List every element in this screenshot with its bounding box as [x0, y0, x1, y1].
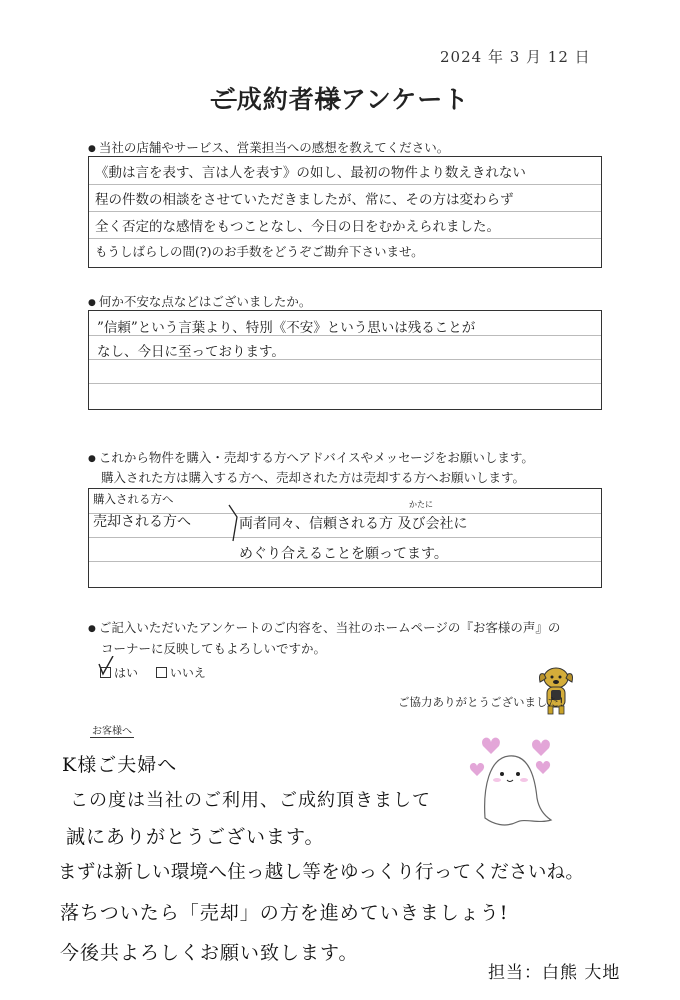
no-label: いいえ [169, 666, 206, 680]
question-3-subtext: 購入された方は購入する方へ、売却された方は売却する方へお願いします。 [101, 470, 526, 485]
title-prefix: ご [210, 85, 237, 114]
answer-3-line-1: 両者同々、信頼される方 及び会社に [239, 516, 468, 532]
consent-options [100, 664, 206, 681]
title-suffix: アンケート [340, 85, 470, 114]
answer-1-line-1: 《動は言を表す、言は人を表す》の如し、最初の物件より数えきれない [95, 165, 526, 181]
staff-signature: 担当：白熊 大地 [488, 963, 621, 983]
yes-label: はい [114, 666, 139, 680]
question-4-line-1: ● ご記入いただいたアンケートのご内容を、当社のホームページの『お客様の声』の [88, 618, 560, 636]
question-4-line-2: コーナーに反映してもよろしいですか。 [101, 641, 327, 656]
message-line-5: 落ちついたら「売却」の方を進めていきましょう! [60, 902, 509, 924]
no-checkbox[interactable] [156, 667, 167, 678]
survey-date: 2024 年 3 月 12 日 [440, 48, 591, 66]
answer-1-line-4: もうしばらしの間(?)のお手数をどうぞご勘弁下さいませ。 [95, 244, 424, 259]
consent-no-option[interactable] [156, 666, 206, 680]
thanks-text: ご協力ありがとうございました! [398, 695, 564, 709]
message-line-2: この度は当社のご利用、ご成約頂きまして [70, 790, 431, 811]
title-struck-suffix: 様 [314, 85, 341, 114]
message-line-3: 誠にありがとうございます。 [66, 826, 325, 848]
answer-1-line-3: 全く否定的な感情をもつことなし、今日の日をむかえられました。 [95, 219, 500, 235]
answer-1-line-2: 程の件数の相談をさせていただきましたが、常に、その方は変わらず [95, 192, 514, 208]
question-2: ● 何か不安な点などはございましたか。 [88, 292, 311, 310]
answer-3-line-2: めぐり合えることを願ってます。 [239, 546, 448, 562]
answer-2-line-2: なし、今日に至っております。 [97, 344, 285, 360]
ghost-illustration-icon [455, 728, 565, 833]
check-mark-icon [97, 656, 115, 678]
message-line-6: 今後共よろしくお願い致します。 [60, 942, 359, 964]
title-main: 成約者 [236, 85, 315, 114]
question-3: ● これから物件を購入・売却する方へアドバイスやメッセージをお願いします。 [88, 448, 534, 466]
label-sellers: 売却される方へ [93, 514, 191, 530]
message-line-4: まずは新しい環境へ住っ越し等をゆっくり行ってくださいね。 [58, 862, 585, 883]
answer-box-2 [88, 310, 602, 410]
survey-title [0, 80, 680, 116]
annotation-katani: かたに [409, 500, 433, 509]
consent-yes-option[interactable] [100, 666, 142, 680]
answer-2-line-1: ”信頼”という言葉より、特別《不安》という思いは残ることが [97, 320, 476, 336]
message-line-1: K様ご夫婦へ [62, 754, 178, 776]
answer-box-1 [88, 156, 602, 268]
answer-box-3 [88, 488, 602, 588]
customer-label: お客様へ [90, 722, 134, 738]
question-1: ● 当社の店舗やサービス、営業担当への感想を教えてください。 [88, 138, 449, 156]
label-buyers: 購入される方へ [93, 492, 174, 506]
